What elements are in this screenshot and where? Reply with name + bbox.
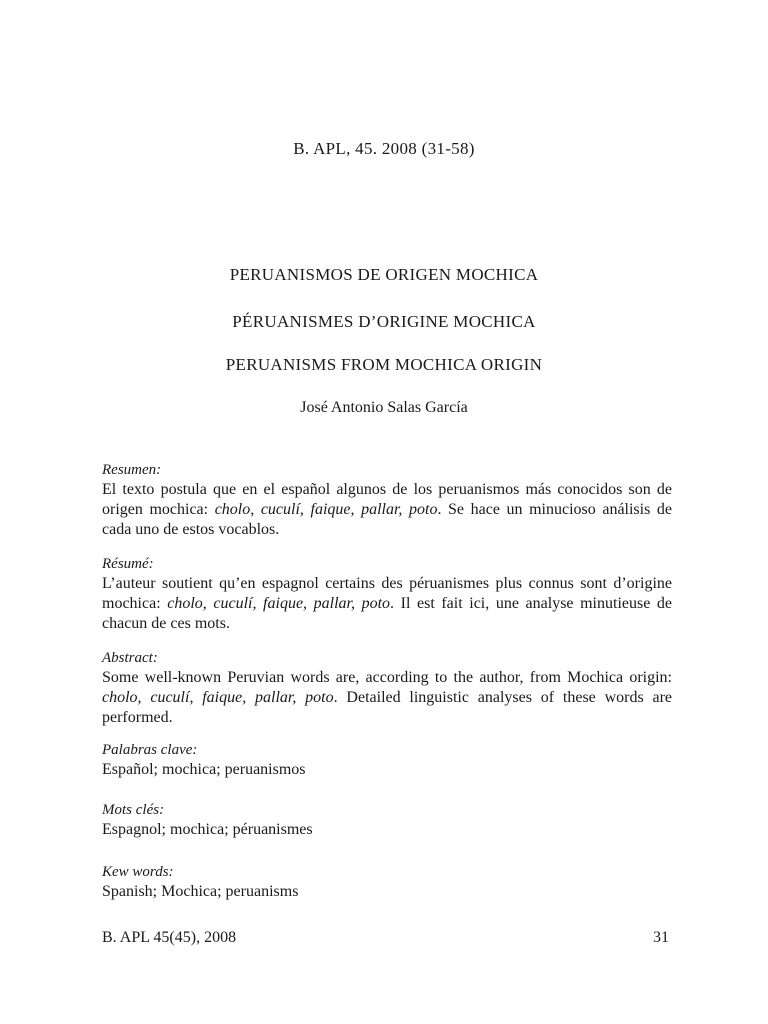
resume-section <box>102 555 672 634</box>
kew-words-section <box>102 863 672 902</box>
abstract-label: Abstract: <box>102 650 158 666</box>
title-spanish: PERUANISMOS DE ORIGEN MOCHICA <box>229 265 539 284</box>
resumen-terms: cholo, cuculí, faique, pallar, poto <box>214 501 438 518</box>
resumen-text <box>102 480 672 540</box>
abstract-section <box>102 649 672 728</box>
abstract-text <box>102 668 672 728</box>
resumen-label: Resumen: <box>102 462 162 478</box>
title-english: PERUANISMS FROM MOCHICA ORIGIN <box>225 355 543 374</box>
resumen-text-start: El texto postula que en el español algunos de los peruanismos más conocidos son de origen mochica: <box>102 481 672 518</box>
mots-cles-label: Mots clés: <box>102 802 165 818</box>
mots-cles-text: Espagnol; mochica; péruanismes <box>102 821 313 838</box>
title-french: PÉRUANISMES D’ORIGINE MOCHICA <box>232 312 536 331</box>
abstract-text-end: . Detailed linguistic analyses of these words are performed. <box>102 689 673 726</box>
resumen-text-end: . Se hace un minucioso análisis de cada uno de estos vocablos. <box>102 501 673 538</box>
mots-cles-section <box>102 801 672 840</box>
footer-journal: B. APL 45(45), 2008 <box>102 929 237 946</box>
resume-text-end: . Il est fait ici, une analyse minutieuse de chacun de ces mots. <box>102 595 673 632</box>
palabras-clave-text: Español; mochica; peruanismos <box>102 761 306 778</box>
resumen-section <box>102 461 672 540</box>
author-name: José Antonio Salas García <box>300 399 468 416</box>
resume-text <box>102 574 672 634</box>
abstract-text-start: Some well-known Peruvian words are, according to the author, from Mochica origin: <box>102 669 672 686</box>
kew-words-text: Spanish; Mochica; peruanisms <box>102 883 299 900</box>
abstract-terms: cholo, cuculí, faique, pallar, poto <box>102 689 334 706</box>
palabras-clave-section <box>102 741 672 780</box>
page-number: 31 <box>653 929 669 946</box>
resume-terms: cholo, cuculí, faique, pallar, poto <box>167 595 391 612</box>
resume-text-start: L’auteur soutient qu’en espagnol certains des péruanismes plus connus sont d’origine mochica: <box>102 575 672 612</box>
journal-reference: B. APL, 45. 2008 (31-58) <box>293 139 475 158</box>
palabras-clave-label: Palabras clave: <box>102 742 198 758</box>
resume-label: Résumé: <box>102 556 154 572</box>
kew-words-label: Kew words: <box>102 864 174 880</box>
